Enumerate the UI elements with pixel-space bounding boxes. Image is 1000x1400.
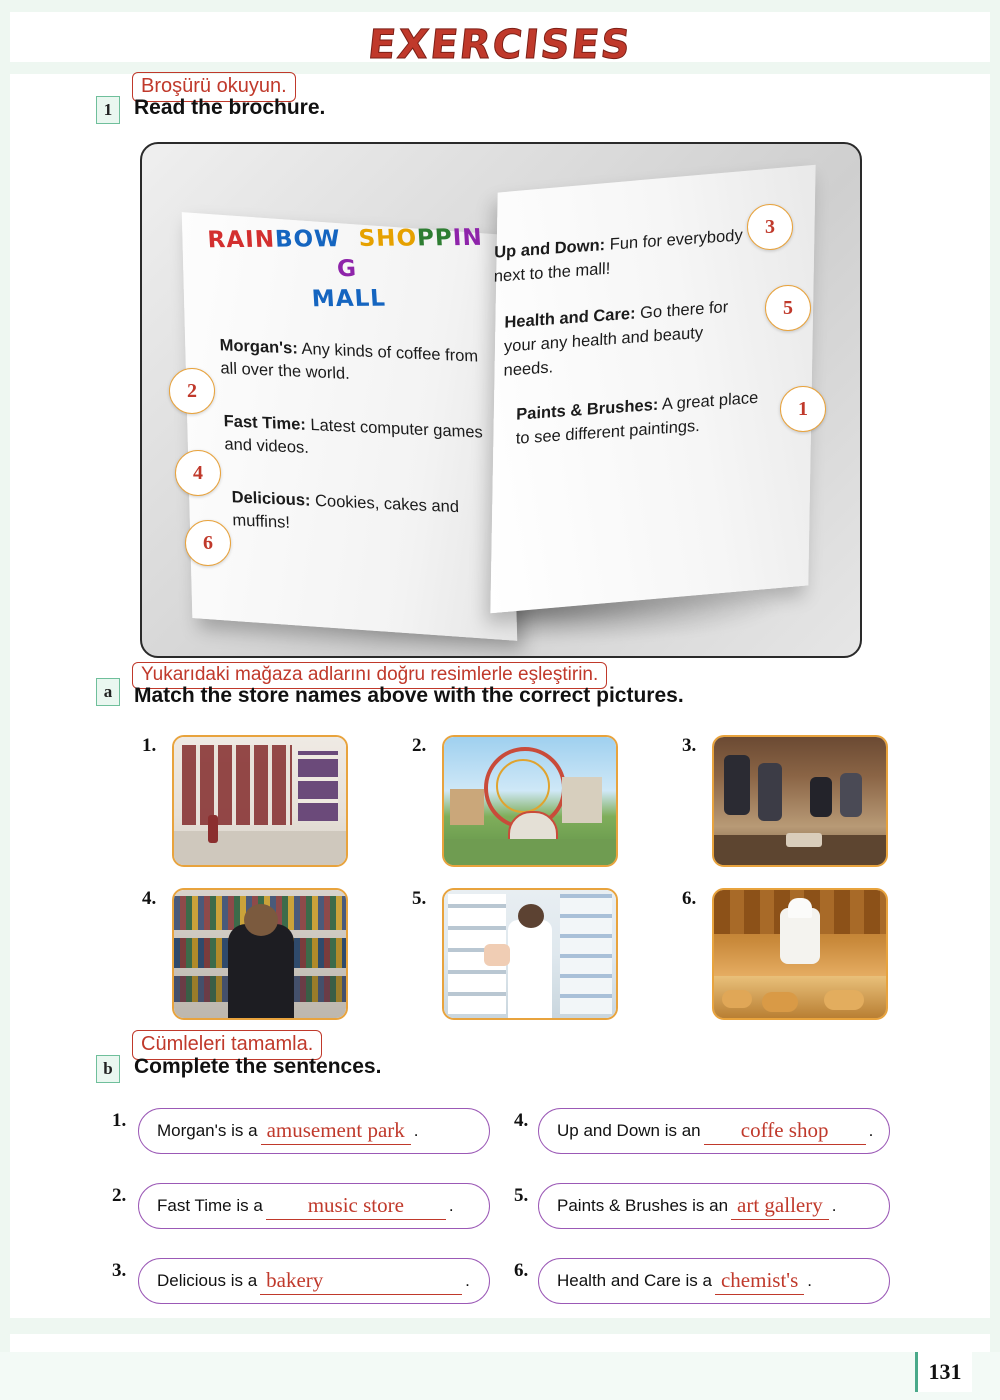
sentence-input-5[interactable] bbox=[538, 1183, 890, 1229]
brochure-item-paintsbrushes-desc: A great place to see different paintings. bbox=[515, 388, 759, 448]
brochure-item-healthcare-name: Health and Care: bbox=[504, 304, 636, 332]
brochure-bubble-5: 5 bbox=[765, 285, 811, 331]
sentence-number-6: 6. bbox=[514, 1260, 529, 1281]
sentence-answer-4[interactable]: coffe shop bbox=[704, 1118, 866, 1145]
sentence-number-3: 3. bbox=[112, 1260, 127, 1281]
sentence-prefix-2: Fast Time is a bbox=[157, 1196, 263, 1215]
sentence-number-2: 2. bbox=[112, 1185, 127, 1206]
page-edge-left bbox=[0, 0, 10, 1400]
exercise-marker-a: a bbox=[96, 678, 120, 706]
sentence-input-4[interactable] bbox=[538, 1108, 890, 1154]
mall-logo bbox=[199, 223, 495, 315]
sentence-number-5: 5. bbox=[514, 1185, 529, 1206]
brochure-item-healthcare-desc: Go there for your any health and beauty needs. bbox=[503, 298, 729, 380]
picture-number-1: 1. bbox=[142, 735, 157, 756]
brochure-item-updown-name: Up and Down: bbox=[494, 235, 606, 262]
sentence-prefix-4: Up and Down is an bbox=[557, 1121, 701, 1140]
picture-number-3: 3. bbox=[682, 735, 697, 756]
sentence-prefix-5: Paints & Brushes is an bbox=[557, 1196, 729, 1215]
picture-art-gallery bbox=[172, 735, 348, 867]
picture-chemists bbox=[442, 888, 618, 1020]
brochure-bubble-3: 3 bbox=[747, 204, 793, 250]
exercise-b-turkish: Cümleleri tamamla. bbox=[132, 1030, 322, 1060]
picture-number-4: 4. bbox=[142, 888, 157, 909]
exercise-a-english: Match the store names above with the correct pictures. bbox=[134, 684, 684, 707]
sentence-input-1[interactable] bbox=[138, 1108, 490, 1154]
sentence-suffix-4: . bbox=[868, 1121, 874, 1140]
page-edge-top bbox=[0, 0, 1000, 12]
sentence-input-6[interactable] bbox=[538, 1258, 890, 1304]
brochure-bubble-6: 6 bbox=[185, 520, 231, 566]
picture-music-store bbox=[172, 888, 348, 1020]
sentence-answer-3[interactable]: bakery bbox=[260, 1268, 462, 1295]
page-edge-right bbox=[990, 0, 1000, 1400]
brochure-item-fasttime-desc: Latest computer games and videos. bbox=[224, 416, 484, 458]
footer-band bbox=[0, 1318, 1000, 1334]
brochure-item-morgans-desc: Any kinds of coffee from all over the world. bbox=[220, 339, 479, 383]
exercise-1-turkish: Broşürü okuyun. bbox=[132, 72, 296, 102]
picture-amusement-park bbox=[442, 735, 618, 867]
sentence-answer-6[interactable]: chemist's bbox=[715, 1268, 804, 1295]
sentence-suffix-2: . bbox=[448, 1196, 454, 1215]
brochure-item-updown-desc: Fun for everybody next to the mall! bbox=[493, 226, 743, 286]
mall-logo-line1: RAINBOW SHOPPING bbox=[206, 224, 484, 283]
page-title: EXERCISES bbox=[365, 22, 635, 68]
brochure-item-morgans-name: Morgan's: bbox=[219, 336, 299, 358]
picture-coffee-shop bbox=[712, 735, 888, 867]
sentence-suffix-3: . bbox=[465, 1271, 470, 1290]
exercise-marker-b: b bbox=[96, 1055, 120, 1083]
brochure-bubble-1: 1 bbox=[780, 386, 826, 432]
sentence-suffix-1: . bbox=[413, 1121, 419, 1140]
page-number: 131 bbox=[915, 1352, 972, 1392]
exercise-a-turkish: Yukarıdaki mağaza adlarını doğru resimlerle eşleştirin. bbox=[132, 662, 607, 689]
sentence-input-2[interactable] bbox=[138, 1183, 490, 1229]
sentence-prefix-3: Delicious is a bbox=[157, 1271, 258, 1290]
picture-number-2: 2. bbox=[412, 735, 427, 756]
brochure-item-paintsbrushes-name: Paints & Brushes: bbox=[516, 395, 659, 424]
brochure-item-delicious-name: Delicious: bbox=[231, 488, 311, 510]
mall-logo-line2: MALL bbox=[310, 285, 387, 313]
exercise-b-english: Complete the sentences. bbox=[134, 1055, 382, 1078]
footer-band-lower bbox=[0, 1352, 1000, 1400]
sentence-suffix-5: . bbox=[831, 1196, 837, 1215]
picture-number-5: 5. bbox=[412, 888, 427, 909]
exercise-marker-1: 1 bbox=[96, 96, 120, 124]
picture-bakery bbox=[712, 888, 888, 1020]
sentence-number-4: 4. bbox=[514, 1110, 529, 1131]
picture-number-6: 6. bbox=[682, 888, 697, 909]
sentence-suffix-6: . bbox=[807, 1271, 812, 1290]
brochure-item-fasttime-name: Fast Time: bbox=[223, 412, 307, 434]
sentence-input-3[interactable] bbox=[138, 1258, 490, 1304]
exercise-1-english: Read the brochure. bbox=[134, 96, 326, 119]
sentence-number-1: 1. bbox=[112, 1110, 127, 1131]
sentence-answer-5[interactable]: art gallery bbox=[731, 1193, 829, 1220]
sentence-prefix-1: Morgan's is a bbox=[157, 1121, 258, 1140]
brochure-bubble-4: 4 bbox=[175, 450, 221, 496]
sentence-answer-1[interactable]: amusement park bbox=[261, 1118, 411, 1145]
sentence-answer-2[interactable]: music store bbox=[266, 1193, 446, 1220]
brochure-item-delicious-desc: Cookies, cakes and muffins! bbox=[232, 491, 460, 532]
brochure-bubble-2: 2 bbox=[169, 368, 215, 414]
sentence-prefix-6: Health and Care is a bbox=[557, 1271, 712, 1290]
